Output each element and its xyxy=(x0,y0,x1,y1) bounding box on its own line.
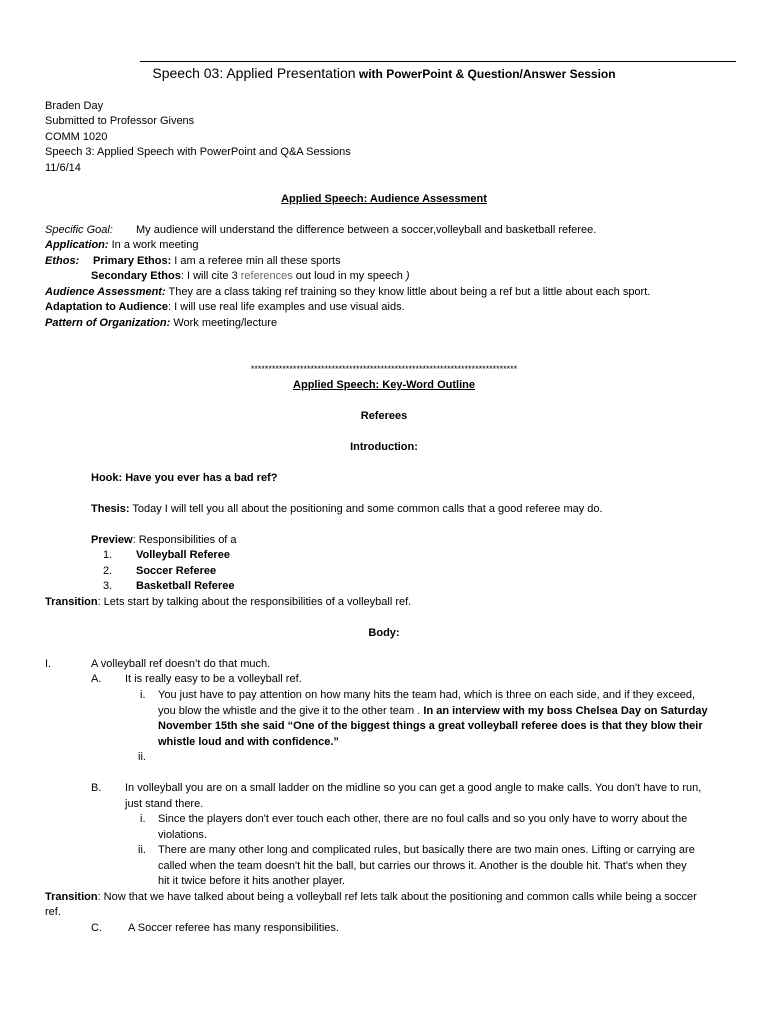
specific-goal: Specific Goal: xyxy=(45,224,113,236)
secondary-ethos: Secondary Ethos: I will cite 3 references out loud in my speech ) xyxy=(91,270,410,282)
ethos-label: Ethos: xyxy=(45,255,80,267)
point-Bii-line: hit it twice before it hits another player. xyxy=(158,875,346,887)
point-B-line: In volleyball you are on a small ladder on the midline so you can get a good angle to make calls. You don't have to run, xyxy=(125,782,702,794)
document-date: 11/6/14 xyxy=(45,162,81,174)
transition-2: Transition: Now that we have talked about being a volleyball ref lets talk about the positioning and common calls while being a soccer xyxy=(45,891,697,903)
references-link[interactable]: references xyxy=(240,270,293,282)
body-heading: Body: xyxy=(368,627,400,639)
thesis: Thesis: Today I will tell you all about the positioning and some common calls that a good referee may do. xyxy=(91,503,603,515)
outline-topic: Referees xyxy=(360,410,408,422)
point-C-num: C. xyxy=(91,922,102,934)
author-name: Braden Day xyxy=(45,100,104,112)
course-code: COMM 1020 xyxy=(45,131,108,143)
preview-item-num: 2. xyxy=(103,565,113,577)
preview-item: Volleyball Referee xyxy=(136,549,230,561)
audience-assessment: Audience Assessment: They are a class taking ref training so they know little about being a ref but a little about each sport. xyxy=(45,286,651,298)
point-Bi-num: i. xyxy=(140,813,146,825)
preview-item: Soccer Referee xyxy=(136,565,217,577)
primary-ethos: Primary Ethos: I am a referee min all these sports xyxy=(93,255,341,267)
preview: Preview: Responsibilities of a xyxy=(91,534,237,546)
point-Bi-line: Since the players don't ever touch each other, there are no foul calls and so you only have to worry about the xyxy=(158,813,688,825)
adaptation: Adaptation to Audience: I will use real life examples and use visual aids. xyxy=(45,301,405,313)
point-A-num: A. xyxy=(91,673,102,685)
hook: Hook: Have you ever has a bad ref? xyxy=(91,472,278,484)
outline-heading: Applied Speech: Key-Word Outline xyxy=(293,379,475,391)
transition-1: Transition: Lets start by talking about the responsibilities of a volleyball ref. xyxy=(45,596,412,608)
transition-2-cont: ref. xyxy=(45,906,61,918)
submitted-to: Submitted to Professor Givens xyxy=(45,115,195,127)
point-Bii-line: There are many other long and complicated rules, but basically there are two main ones. Lifting or carrying are xyxy=(158,844,695,856)
preview-item-num: 3. xyxy=(103,580,113,592)
point-Ai-line: November 15th she said “One of the biggest things a great volleyball referee does is that they blow their xyxy=(158,720,703,732)
point-B-line: just stand there. xyxy=(125,798,204,810)
point-C: A Soccer referee has many responsibilities. xyxy=(128,922,339,934)
point-Ai-line: you blow the whistle and the give it to the other team . In an interview with my boss Chelsea Day on Saturday xyxy=(158,705,708,717)
point-I-num: I. xyxy=(45,658,52,670)
top-rule xyxy=(140,61,736,62)
assignment-name: Speech 3: Applied Speech with PowerPoint and Q&A Sessions xyxy=(45,146,351,158)
point-Bii-num: ii. xyxy=(138,844,146,856)
point-Aii-num: ii. xyxy=(138,751,146,763)
preview-item-num: 1. xyxy=(103,549,113,561)
document-title xyxy=(0,66,768,82)
title-sub: with PowerPoint & Question/Answer Session xyxy=(355,67,616,81)
point-Ai-num: i. xyxy=(140,689,146,701)
preview-item: Basketball Referee xyxy=(136,580,235,592)
introduction-heading: Introduction: xyxy=(350,441,418,453)
specific-goal-text: My audience will understand the difference between a soccer,volleyball and basketball referee. xyxy=(136,224,597,236)
pattern-of-organization: Pattern of Organization: Work meeting/lecture xyxy=(45,317,278,329)
assessment-heading: Applied Speech: Audience Assessment xyxy=(281,193,487,205)
point-Bi-line: violations. xyxy=(158,829,207,841)
separator: **************************************************************************** xyxy=(250,364,518,374)
point-I: A volleyball ref doesn’t do that much. xyxy=(91,658,271,670)
point-A: It is really easy to be a volleyball ref. xyxy=(125,673,302,685)
point-B-num: B. xyxy=(91,782,102,794)
point-Ai-line: You just have to pay attention on how many hits the team had, which is three on each side, and if they exceed, xyxy=(158,689,696,701)
point-Ai-line: whistle loud and with confidence.” xyxy=(158,736,339,748)
application: Application: In a work meeting xyxy=(45,239,199,251)
title-main: Speech 03: Applied Presentation xyxy=(152,65,356,81)
point-Bii-line: called when the team doesn't hit the ball, but carries our throws it. Another is the double hit. That's when they xyxy=(158,860,687,872)
